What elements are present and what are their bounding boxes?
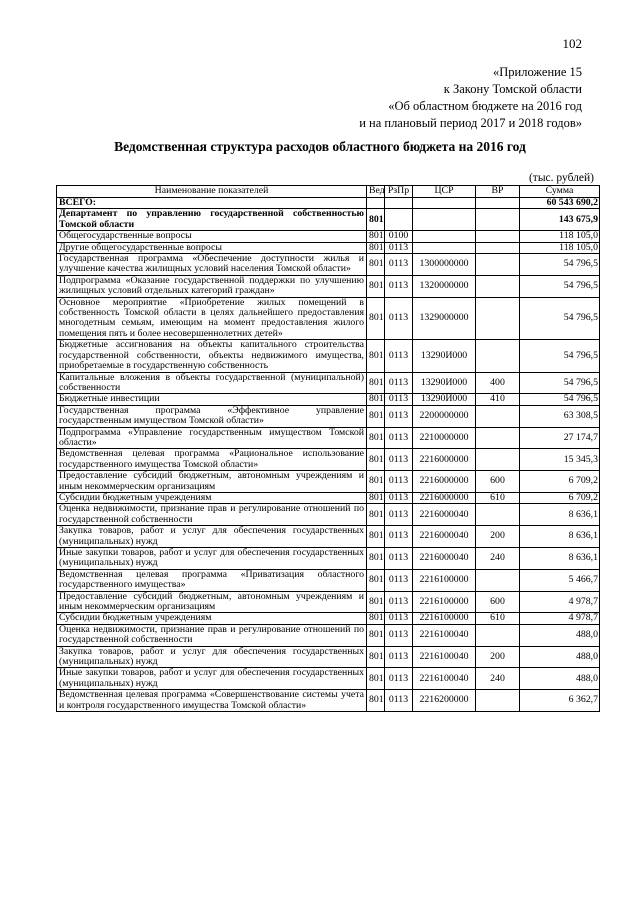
appendix-heading	[359, 64, 582, 132]
cell-csr: 2216200000	[413, 690, 476, 712]
cell-sum: 488,0	[520, 668, 600, 690]
cell-vr	[476, 209, 520, 231]
cell-csr: 2210000000	[413, 427, 476, 449]
table-row	[57, 198, 600, 209]
table-row	[57, 297, 600, 340]
cell-sum: 4 978,7	[520, 613, 600, 624]
table-row	[57, 394, 600, 405]
table-row	[57, 613, 600, 624]
header-csr: ЦСР	[413, 186, 476, 198]
cell-sum: 6 709,2	[520, 492, 600, 503]
cell-sum: 488,0	[520, 624, 600, 646]
cell-ved: 801	[367, 340, 385, 372]
cell-ved: 801	[367, 569, 385, 591]
cell-rzpr: 0113	[385, 690, 413, 712]
cell-sum: 15 345,3	[520, 449, 600, 471]
cell-csr	[413, 231, 476, 242]
cell-csr: 2216100040	[413, 646, 476, 668]
cell-rzpr: 0113	[385, 405, 413, 427]
cell-csr: 2216100000	[413, 613, 476, 624]
cell-sum: 54 796,5	[520, 372, 600, 394]
cell-vr: 200	[476, 646, 520, 668]
cell-name: ВСЕГО:	[57, 198, 367, 209]
cell-sum: 5 466,7	[520, 569, 600, 591]
cell-vr: 610	[476, 492, 520, 503]
table-row	[57, 569, 600, 591]
cell-name: Предоставление субсидий бюджетным, автономным учреждениям и иным некоммерческим организациям	[57, 591, 367, 613]
cell-name: Бюджетные ассигнования на объекты капитального строительства государственной собственности, объекты недвижимого имущества, приобретаемые в государственную собственность	[57, 340, 367, 372]
cell-vr	[476, 275, 520, 297]
table-row	[57, 427, 600, 449]
cell-csr: 2216000000	[413, 449, 476, 471]
cell-name: Общегосударственные вопросы	[57, 231, 367, 242]
cell-sum: 54 796,5	[520, 340, 600, 372]
header-rzpr: РзПр	[385, 186, 413, 198]
cell-csr: 1300000000	[413, 254, 476, 276]
cell-rzpr: 0113	[385, 372, 413, 394]
cell-sum: 6 362,7	[520, 690, 600, 712]
cell-name: Основное мероприятие «Приобретение жилых помещений в собственность Томской области в целях дальнейшего предоставления многодетным семьям, имеющим на момент предоставления жилого помещения пять и более несовершеннолетних детей»	[57, 297, 367, 340]
table-row	[57, 646, 600, 668]
cell-sum: 54 796,5	[520, 394, 600, 405]
cell-name: Подпрограмма «Оказание государственной поддержки по улучшению жилищных условий отдельных категорий граждан»	[57, 275, 367, 297]
cell-rzpr: 0113	[385, 449, 413, 471]
cell-vr	[476, 504, 520, 526]
cell-ved: 801	[367, 668, 385, 690]
cell-csr: 2216100040	[413, 624, 476, 646]
cell-name: Закупка товаров, работ и услуг для обеспечения государственных (муниципальных) нужд	[57, 526, 367, 548]
cell-name: Ведомственная целевая программа «Приватизация областного государственного имущества»	[57, 569, 367, 591]
table-row	[57, 449, 600, 471]
cell-ved: 801	[367, 548, 385, 570]
cell-name: Иные закупки товаров, работ и услуг для обеспечения государственных (муниципальных) нужд	[57, 668, 367, 690]
cell-csr: 13290И000	[413, 394, 476, 405]
cell-rzpr: 0113	[385, 275, 413, 297]
cell-ved: 801	[367, 449, 385, 471]
cell-ved: 801	[367, 275, 385, 297]
cell-sum: 8 636,1	[520, 548, 600, 570]
appendix-line: «Приложение 15	[493, 65, 582, 79]
cell-vr: 600	[476, 471, 520, 493]
cell-sum: 60 543 690,2	[520, 198, 600, 209]
table-row	[57, 492, 600, 503]
cell-vr: 240	[476, 668, 520, 690]
cell-sum: 54 796,5	[520, 254, 600, 276]
cell-ved: 801	[367, 394, 385, 405]
header-name: Наименование показателей	[57, 186, 367, 198]
cell-name: Оценка недвижимости, признание прав и регулирование отношений по государственной собственности	[57, 624, 367, 646]
cell-csr	[413, 198, 476, 209]
cell-sum: 54 796,5	[520, 297, 600, 340]
cell-ved: 801	[367, 690, 385, 712]
cell-rzpr: 0113	[385, 591, 413, 613]
cell-csr: 2216000000	[413, 471, 476, 493]
cell-rzpr: 0113	[385, 613, 413, 624]
cell-csr: 2216000040	[413, 548, 476, 570]
page-number: 102	[562, 36, 582, 51]
cell-rzpr: 0113	[385, 504, 413, 526]
cell-rzpr: 0113	[385, 297, 413, 340]
appendix-line: «Об областном бюджете на 2016 год	[388, 99, 582, 113]
table-row	[57, 591, 600, 613]
cell-rzpr: 0113	[385, 526, 413, 548]
cell-vr: 400	[476, 372, 520, 394]
cell-csr: 13290И000	[413, 372, 476, 394]
cell-ved: 801	[367, 504, 385, 526]
cell-rzpr: 0113	[385, 340, 413, 372]
table-body	[57, 198, 600, 712]
cell-name: Департамент по управлению государственной собственностью Томской области	[57, 209, 367, 231]
header-sum: Сумма	[520, 186, 600, 198]
cell-sum: 118 105,0	[520, 242, 600, 253]
appendix-line: и на плановый период 2017 и 2018 годов»	[359, 116, 582, 130]
cell-ved: 801	[367, 297, 385, 340]
table-row	[57, 254, 600, 276]
table-row	[57, 624, 600, 646]
cell-sum: 8 636,1	[520, 504, 600, 526]
cell-sum: 118 105,0	[520, 231, 600, 242]
header-ved: Вед	[367, 186, 385, 198]
table-row	[57, 548, 600, 570]
cell-name: Государственная программа «Эффективное управление государственным имуществом Томской области»	[57, 405, 367, 427]
cell-rzpr	[385, 209, 413, 231]
cell-sum: 4 978,7	[520, 591, 600, 613]
cell-csr: 2216100000	[413, 569, 476, 591]
cell-name: Закупка товаров, работ и услуг для обеспечения государственных (муниципальных) нужд	[57, 646, 367, 668]
cell-vr	[476, 242, 520, 253]
table-row	[57, 231, 600, 242]
cell-vr	[476, 690, 520, 712]
cell-ved: 801	[367, 591, 385, 613]
cell-name: Иные закупки товаров, работ и услуг для обеспечения государственных (муниципальных) нужд	[57, 548, 367, 570]
cell-name: Другие общегосударственные вопросы	[57, 242, 367, 253]
cell-csr: 2216100000	[413, 591, 476, 613]
cell-ved: 801	[367, 405, 385, 427]
cell-sum: 54 796,5	[520, 275, 600, 297]
cell-name: Капитальные вложения в объекты государственной (муниципальной) собственности	[57, 372, 367, 394]
cell-rzpr: 0113	[385, 548, 413, 570]
cell-vr	[476, 427, 520, 449]
cell-rzpr: 0113	[385, 254, 413, 276]
table-row	[57, 242, 600, 253]
cell-rzpr: 0113	[385, 624, 413, 646]
cell-name: Оценка недвижимости, признание прав и регулирование отношений по государственной собственности	[57, 504, 367, 526]
cell-csr: 2200000000	[413, 405, 476, 427]
cell-vr: 240	[476, 548, 520, 570]
table-row	[57, 471, 600, 493]
cell-csr: 2216100040	[413, 668, 476, 690]
cell-vr: 600	[476, 591, 520, 613]
table-row	[57, 690, 600, 712]
cell-csr	[413, 209, 476, 231]
cell-sum: 6 709,2	[520, 471, 600, 493]
cell-rzpr	[385, 198, 413, 209]
cell-vr: 610	[476, 613, 520, 624]
header-vr: ВР	[476, 186, 520, 198]
cell-vr: 200	[476, 526, 520, 548]
table-row	[57, 275, 600, 297]
table-row	[57, 405, 600, 427]
cell-rzpr: 0113	[385, 668, 413, 690]
cell-rzpr: 0113	[385, 492, 413, 503]
cell-vr	[476, 254, 520, 276]
cell-ved: 801	[367, 427, 385, 449]
cell-ved: 801	[367, 526, 385, 548]
table-header-row	[57, 186, 600, 198]
cell-rzpr: 0113	[385, 427, 413, 449]
cell-name: Предоставление субсидий бюджетным, автономным учреждениям и иным некоммерческим организациям	[57, 471, 367, 493]
cell-ved: 801	[367, 231, 385, 242]
cell-ved: 801	[367, 254, 385, 276]
table-row	[57, 209, 600, 231]
cell-vr	[476, 624, 520, 646]
table-row	[57, 526, 600, 548]
cell-ved: 801	[367, 242, 385, 253]
table-row	[57, 340, 600, 372]
cell-vr	[476, 198, 520, 209]
cell-ved: 801	[367, 613, 385, 624]
cell-sum: 143 675,9	[520, 209, 600, 231]
cell-vr	[476, 340, 520, 372]
cell-ved: 801	[367, 209, 385, 231]
cell-rzpr: 0100	[385, 231, 413, 242]
cell-csr: 2216000000	[413, 492, 476, 503]
cell-csr: 2216000040	[413, 526, 476, 548]
cell-csr: 13290И000	[413, 340, 476, 372]
cell-name: Государственная программа «Обеспечение доступности жилья и улучшение качества жилищных условий населения Томской области»	[57, 254, 367, 276]
cell-csr: 1320000000	[413, 275, 476, 297]
table-row	[57, 372, 600, 394]
expenditure-table	[56, 185, 600, 712]
cell-vr	[476, 569, 520, 591]
appendix-line: к Закону Томской области	[443, 82, 582, 96]
cell-vr	[476, 449, 520, 471]
cell-vr	[476, 231, 520, 242]
cell-sum: 27 174,7	[520, 427, 600, 449]
document-title: Ведомственная структура расходов областного бюджета на 2016 год	[114, 139, 526, 154]
cell-ved: 801	[367, 646, 385, 668]
cell-csr	[413, 242, 476, 253]
cell-vr	[476, 297, 520, 340]
cell-name: Бюджетные инвестиции	[57, 394, 367, 405]
table-row	[57, 504, 600, 526]
cell-sum: 8 636,1	[520, 526, 600, 548]
cell-csr: 1329000000	[413, 297, 476, 340]
cell-sum: 63 308,5	[520, 405, 600, 427]
cell-ved: 801	[367, 624, 385, 646]
table-row	[57, 668, 600, 690]
cell-ved	[367, 198, 385, 209]
cell-ved: 801	[367, 372, 385, 394]
cell-sum: 488,0	[520, 646, 600, 668]
cell-rzpr: 0113	[385, 471, 413, 493]
cell-name: Субсидии бюджетным учреждениям	[57, 492, 367, 503]
cell-name: Ведомственная целевая программа «Совершенствование системы учета и контроля государственного имущества Томской области»	[57, 690, 367, 712]
cell-name: Ведомственная целевая программа «Рациональное использование государственного имущества Томской области»	[57, 449, 367, 471]
cell-rzpr: 0113	[385, 646, 413, 668]
cell-csr: 2216000040	[413, 504, 476, 526]
cell-name: Субсидии бюджетным учреждениям	[57, 613, 367, 624]
units-label: (тыс. рублей)	[528, 172, 594, 184]
cell-rzpr: 0113	[385, 394, 413, 405]
cell-vr: 410	[476, 394, 520, 405]
cell-rzpr: 0113	[385, 569, 413, 591]
cell-vr	[476, 405, 520, 427]
cell-ved: 801	[367, 471, 385, 493]
cell-rzpr: 0113	[385, 242, 413, 253]
cell-name: Подпрограмма «Управление государственным имуществом Томской области»	[57, 427, 367, 449]
cell-ved: 801	[367, 492, 385, 503]
